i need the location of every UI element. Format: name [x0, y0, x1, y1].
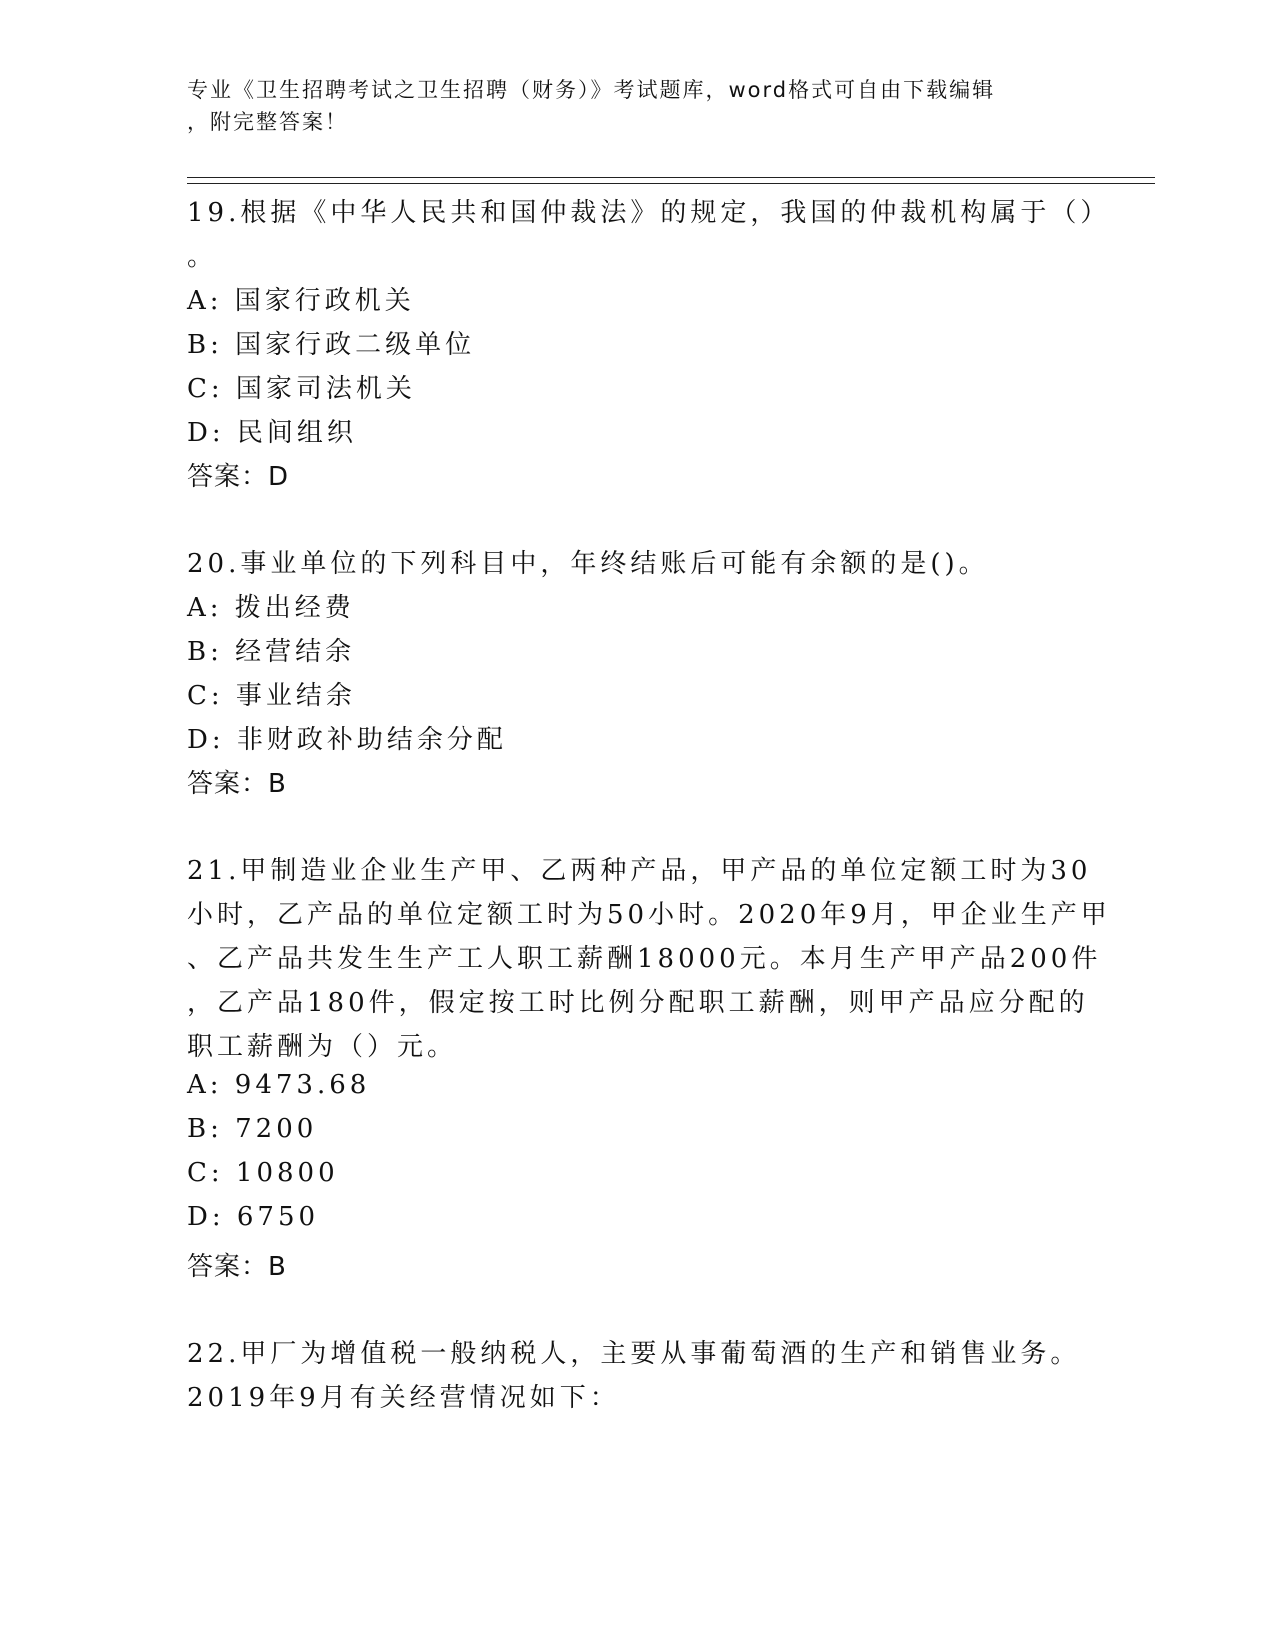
- question-21-option-d: D: 6750: [187, 1202, 320, 1232]
- question-20-option-c: C: 事业结余: [187, 681, 356, 711]
- question-19-stem-line-2: 。: [187, 242, 218, 272]
- question-22-stem-line-1: 22.甲厂为增值税一般纳税人，主要从事葡萄酒的生产和销售业务。: [187, 1339, 1081, 1369]
- document-header: [187, 74, 1067, 138]
- question-19-option-a: A: 国家行政机关: [187, 286, 415, 316]
- question-21-stem-line-3: 、乙产品共发生生产工人职工薪酬18000元。本月生产甲产品200件: [187, 944, 1102, 974]
- question-20-answer: 答案：B: [187, 769, 287, 799]
- question-22-stem-line-2: 2019年9月有关经营情况如下：: [187, 1383, 620, 1413]
- question-20-option-b: B: 经营结余: [187, 637, 356, 667]
- question-19-option-d: D: 民间组织: [187, 418, 357, 448]
- question-21-stem-line-4: ，乙产品180件，假定按工时比例分配职工薪酬，则甲产品应分配的: [187, 988, 1089, 1018]
- question-19-stem-line-1: 19.根据《中华人民共和国仲裁法》的规定，我国的仲裁机构属于（）: [187, 198, 1111, 228]
- question-20-stem-line-1: 20.事业单位的下列科目中，年终结账后可能有余额的是()。: [187, 549, 989, 579]
- question-21-stem-line-2: 小时，乙产品的单位定额工时为50小时。2020年9月，甲企业生产甲: [187, 900, 1111, 930]
- question-19-option-b: B: 国家行政二级单位: [187, 330, 476, 360]
- question-21-option-a: A: 9473.68: [187, 1070, 371, 1100]
- question-19-answer: 答案：D: [187, 462, 290, 492]
- question-21-option-b: B: 7200: [187, 1114, 318, 1144]
- header-line-1: 专业《卫生招聘考试之卫生招聘（财务）》考试题库，word格式可自由下载编辑: [187, 78, 996, 102]
- header-line-2: ，附完整答案！: [187, 110, 348, 134]
- header-divider-top: [187, 177, 1155, 178]
- question-20-option-a: A: 拨出经费: [187, 593, 355, 623]
- header-divider-bottom: [187, 183, 1155, 184]
- question-21-stem-line-1: 21.甲制造业企业生产甲、乙两种产品，甲产品的单位定额工时为30: [187, 856, 1092, 886]
- question-19-option-c: C: 国家司法机关: [187, 374, 416, 404]
- question-20-option-d: D: 非财政补助结余分配: [187, 725, 507, 755]
- question-21-answer: 答案：B: [187, 1252, 287, 1282]
- question-21-option-c: C: 10800: [187, 1158, 339, 1188]
- question-21-stem-line-5: 职工薪酬为（）元。: [187, 1032, 458, 1062]
